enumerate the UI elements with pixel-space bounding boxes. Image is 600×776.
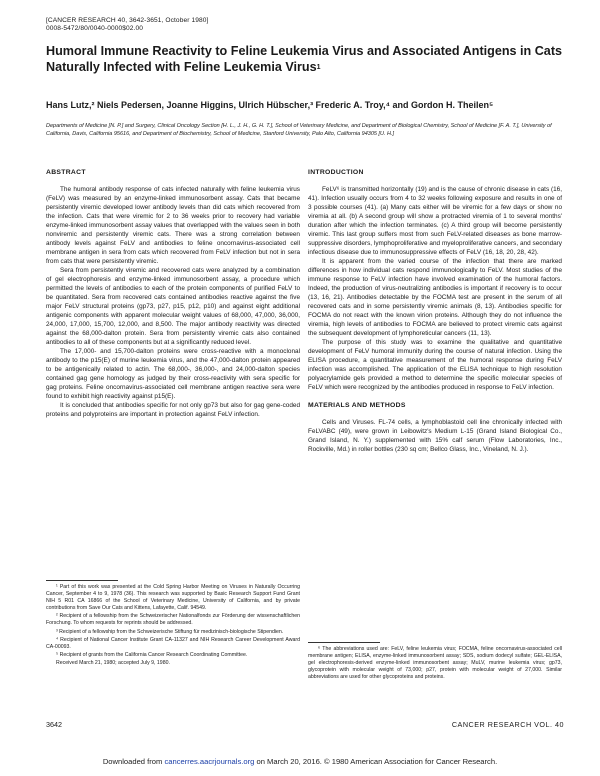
right-column: [308, 168, 562, 454]
intro-paragraph: The purpose of this study was to examine the qualitative and quantitative development of FeLV humoral immunity during the course of natural infection. Using the ELISA procedure, a quantitative measurement of the humoral response during FeLV infection was accomplished. The application of the ELISA technique to high resolution polyacrylamide gels provided a method to determine the specific molecular species of FeLV which were recognized by the antibodies produced in response to FeLV infection.: [308, 339, 562, 391]
left-column: [46, 168, 300, 419]
footnotes-right: [308, 646, 562, 681]
abstract-paragraph: It is concluded that antibodies specific for not only gp73 but also for gag gene-coded proteins and polyproteins are important in protection against FeLV infection.: [46, 402, 300, 418]
abstract-paragraph: Sera from persistently viremic and recovered cats were analyzed by a combination of gel electrophoresis and enzyme-linked immunosorbent assay, a procedure which permitted the levels of antibodies to each of the protein components of purified FeLV to be quantitated. Sera from recovered cats contained antibodies reactive against the five major FeLV structural proteins (gp73, p27, p15, p12, p10) and against eight additional antigenic components with apparent molecular weight values of 68,000, 47,000, 36,000, 24,000, 17,000, 15,700, 12,000, and 8,500. The major antibody reactivity was directed against the 68,000-dalton protein. Sera from persistently viremic cats also contained antibodies to all of these components but at a significantly reduced level.: [46, 267, 300, 346]
abstract-paragraph: The humoral antibody response of cats infected naturally with feline leukemia virus (FeLV) was measured by an enzyme-linked immunosorbent assay. Cats that became persistently viremic developed lower antibody levels than did cats which recovered from the infection. Cats that were viremic for 2 to 36 weeks prior to recovery had variable enzyme-linked immunosorbent assay values that overlapped with the values seen in both nonviremic and persistently viremic cats. There was a strong correlation between antibody levels against FeLV and antibodies to feline oncornavirus-associated cell membrane antigen in sera from cats which recovered from FeLV infection but not in sera from cats that were persistently viremic.: [46, 186, 300, 265]
intro-paragraph: FeLV⁶ is transmitted horizontally (19) and is the cause of chronic disease in cats (16, 41). Infection usually occurs from 4 to 32 weeks following exposure and results in one of 3 possible courses (41). (a) Many cats either will be viremic for a few days or show no viremia at all. (b) A second group will show a protracted viremia of 1 to several months' duration after which the infection terminates. (c) A third group will become persistently viremic. This last group suffers most from such FeLV-related diseases as bone marrow-suppressive disorders, lymphoproliferative and myeloproliferative cancers, and secondary infectious disease due to immunosuppressive effects of FeLV (16, 18, 20, 28, 42).: [308, 186, 562, 256]
header-code: 0008-5472/80/0040-0000$02.00: [46, 25, 144, 32]
footnote-rule-left: [46, 580, 118, 581]
journal-running-footer: CANCER RESEARCH VOL. 40: [451, 720, 564, 729]
download-suffix: on March 20, 2016. © 1980 American Association for Cancer Research.: [254, 757, 498, 766]
author-list: Hans Lutz,² Niels Pedersen, Joanne Higgins, Ulrich Hübscher,³ Frederic A. Troy,⁴ and Gordon H. Theilen⁵: [46, 100, 494, 110]
journal-header: [46, 17, 208, 33]
footnote: ³ Recipient of a fellowship from the Schweizerische Stiftung für medizinisch-biologische Stipendien.: [56, 628, 284, 635]
footnote-rule-right: [308, 642, 380, 643]
intro-paragraph: It is apparent from the varied course of the infection that there are marked differences in how individual cats respond immunologically to FeLV. Most studies of the immune response to FeLV infection have involved examination of the humoral factors. Indeed, the production of virus-neutralizing antibodies is important if recovery is to occur (13, 16, 21). Antibodies detectable by the FOCMA test are present in the serum of all recovered cats and in some persistently viremic animals (8, 13). Antibodies specific for FOCMA do not react with the known virion proteins. Although they do not influence the viremia, high levels of antibodies to FOCMA are believed to protect viremic cats against the subsequent development of lymphoreticular cancers (11, 13).: [308, 258, 562, 337]
download-notice: [0, 757, 600, 766]
introduction-heading: INTRODUCTION: [308, 169, 364, 176]
received-dates: Received March 21, 1980; accepted July 9, 1980.: [56, 659, 170, 666]
title-text: Humoral Immune Reactivity to Feline Leukemia Virus and Associated Antigens in Cats Naturally Infected with Feline Leukemia Virus: [46, 44, 563, 74]
download-prefix: Downloaded from: [102, 757, 165, 766]
methods-paragraph: Cells and Viruses. FL-74 cells, a lymphoblastoid cell line chronically infected with FeLVABC (49), were grown in Leibowitz's Medium L-15 (Grand Island Biological Co., Grand Island, N. Y.) supplemented with 15% calf serum (Flow Laboratories, Inc., Rockville, Md.) in roller bottles (230 sq cm; Bellco Glass, Inc., Vineland, N. J.).: [308, 419, 562, 453]
abbreviations-footnote: ⁶ The abbreviations used are: FeLV, feline leukemia virus; FOCMA, feline oncornavirus-associated cell membrane antigen; ELISA, enzyme-linked immunosorbent assay; SDS, sodium dodecyl sulfate; GEL-ELISA, gel electrophoresis-derived enzyme-linked immunosorbent assay; MuLV, murine leukemia virus; gp73, glycoprotein with molecular weight of 73,000; p27, protein with molecular weight of 27,000. Similar abbreviations are used for other glycoproteins and proteins.: [308, 646, 562, 681]
abstract-paragraph: The 17,000- and 15,700-dalton proteins were cross-reactive with a monoclonal antibody to the p15(E) of murine leukemia virus, and the 47,000-dalton protein appeared to be antigenically related to actin. The 68,000-, 36,000-, and 24,000-dalton species contained gag gene homology as judged by their cross-reactivity with sera specific for gag proteins. Feline oncornavirus-associated cell membrane antigen reactive sera were found to exhibit high reactivity against p15(E).: [46, 348, 300, 400]
article-title: [46, 44, 566, 75]
footnotes-left: [46, 584, 300, 668]
footnote: ⁴ Recipient of National Cancer Institute Grant CA-11327 and NIH Research Career Development Award CA-00093.: [46, 636, 300, 650]
title-footnote-mark: 1: [316, 63, 321, 71]
header-citation: [CANCER RESEARCH 40, 3642-3651, October 1980]: [46, 17, 209, 24]
footnote: ⁵ Recipient of grants from the California Cancer Research Coordinating Committee.: [56, 651, 248, 658]
author-affiliations: Departments of Medicine [N. P.] and Surgery, Clinical Oncology Section [H. L., J. H., G. H. T.], School of Veterinary Medicine, and Department of Biological Chemistry, School of Medicine [F. A. T.], University of California, Davis, California 95616, and Department of Biochemistry, School of Medicine, Stanford University, Palo Alto, California 94305 [U. H.]: [46, 123, 552, 138]
page-number: 3642: [46, 720, 62, 729]
methods-heading: MATERIALS AND METHODS: [308, 402, 406, 409]
journal-site-link[interactable]: cancerres.aacrjournals.org: [164, 757, 255, 766]
footnote: ² Recipient of a fellowship from the Schweizerischer Nationalfonds zur Förderung der wissenschaftlichen Forschung. To whom requests for reprints should be addressed.: [46, 613, 300, 627]
footnote: ¹ Part of this work was presented at the Cold Spring Harbor Meeting on Viruses in Naturally Occurring Cancer, September 4 to 9, 1978 (36). This research was supported by Basic Research Support Fund Grant NIH 5 R01 CA 16866 of the School of Veterinary Medicine, University of California, and by private contributions from Save Our Cats and Kittens, Lafayette, Calif. 94549.: [46, 584, 300, 612]
abstract-heading: ABSTRACT: [46, 169, 86, 176]
